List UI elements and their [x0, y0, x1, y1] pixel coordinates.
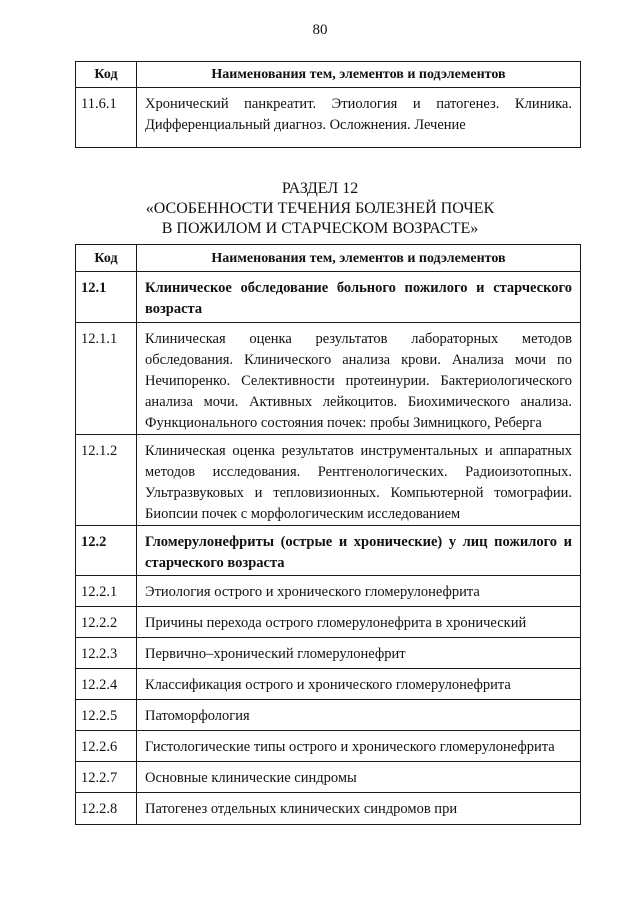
table-row: [76, 435, 581, 526]
header-name: Наименования тем, элементов и подэлементов: [137, 62, 581, 88]
row-code: 12.2.7: [76, 762, 137, 793]
header-name: Наименования тем, элементов и подэлементов: [137, 245, 581, 272]
table-row: [76, 607, 581, 638]
section-heading: [0, 179, 640, 239]
row-text: Первично–хронический гломерулонефрит: [137, 638, 581, 669]
row-code: 12.2.8: [76, 793, 137, 825]
row-code: 12.2.4: [76, 669, 137, 700]
table-row: [76, 700, 581, 731]
row-text: Клиническое обследование больного пожилого и старческого возраста: [137, 272, 581, 323]
row-code: 12.2.2: [76, 607, 137, 638]
row-code: 12.2: [76, 526, 137, 576]
row-text: Гистологические типы острого и хронического гломерулонефрита: [137, 731, 581, 762]
table-header-row: [76, 245, 581, 272]
row-text: Этиология острого и хронического гломерулонефрита: [137, 576, 581, 607]
row-code: 12.2.6: [76, 731, 137, 762]
page-number: 80: [312, 22, 328, 38]
main-table: [75, 244, 581, 825]
section-title-line-1: «ОСОБЕННОСТИ ТЕЧЕНИЯ БОЛЕЗНЕЙ ПОЧЕК: [145, 200, 495, 217]
table-row: [76, 88, 581, 148]
table-row: [76, 323, 581, 435]
header-code: Код: [76, 245, 137, 272]
row-code: 12.1.1: [76, 323, 137, 435]
row-code: 12.1: [76, 272, 137, 323]
row-text: Основные клинические синдромы: [137, 762, 581, 793]
table-row: [76, 638, 581, 669]
row-text: Классификация острого и хронического гломерулонефрита: [137, 669, 581, 700]
table-row: [76, 526, 581, 576]
row-text: Патоморфология: [137, 700, 581, 731]
row-text: Хронический панкреатит. Этиология и патогенез. Клиника. Дифференциальный диагноз. Осложнения. Лечение: [137, 88, 581, 148]
row-text: Гломерулонефриты (острые и хронические) у лиц пожилого и старческого возраста: [137, 526, 581, 576]
row-text: Причины перехода острого гломерулонефрита в хронический: [137, 607, 581, 638]
section-number: РАЗДЕЛ 12: [281, 180, 359, 197]
row-code: 12.2.1: [76, 576, 137, 607]
row-code: 11.6.1: [76, 88, 137, 148]
row-code: 12.2.5: [76, 700, 137, 731]
row-text: Патогенез отдельных клинических синдромов при: [137, 793, 581, 825]
table-row: [76, 272, 581, 323]
table-row: [76, 669, 581, 700]
table-row: [76, 793, 581, 825]
table-row: [76, 731, 581, 762]
table-row: [76, 576, 581, 607]
header-code: Код: [76, 62, 137, 88]
table-row: [76, 762, 581, 793]
table-header-row: [76, 62, 581, 88]
row-text: Клиническая оценка результатов инструментальных и аппаратных методов исследования. Рентгенологических. Радиоизотопных. Ультразвуковых и тепловизионных. Компьютерной томографии. Биопсии почек с морфологическим исследованием: [137, 435, 581, 526]
row-code: 12.2.3: [76, 638, 137, 669]
section-title-line-2: В ПОЖИЛОМ И СТАРЧЕСКОМ ВОЗРАСТЕ»: [161, 220, 479, 237]
row-text: Клиническая оценка результатов лабораторных методов обследования. Клинического анализа крови. Анализа мочи по Нечипоренко. Селективности протеинурии. Бактериологического анализа мочи. Активных лейкоцитов. Биохимического анализа. Функционального состояния почек: пробы Зимницкого, Реберга: [137, 323, 581, 435]
row-code: 12.1.2: [76, 435, 137, 526]
top-table: [75, 61, 581, 148]
